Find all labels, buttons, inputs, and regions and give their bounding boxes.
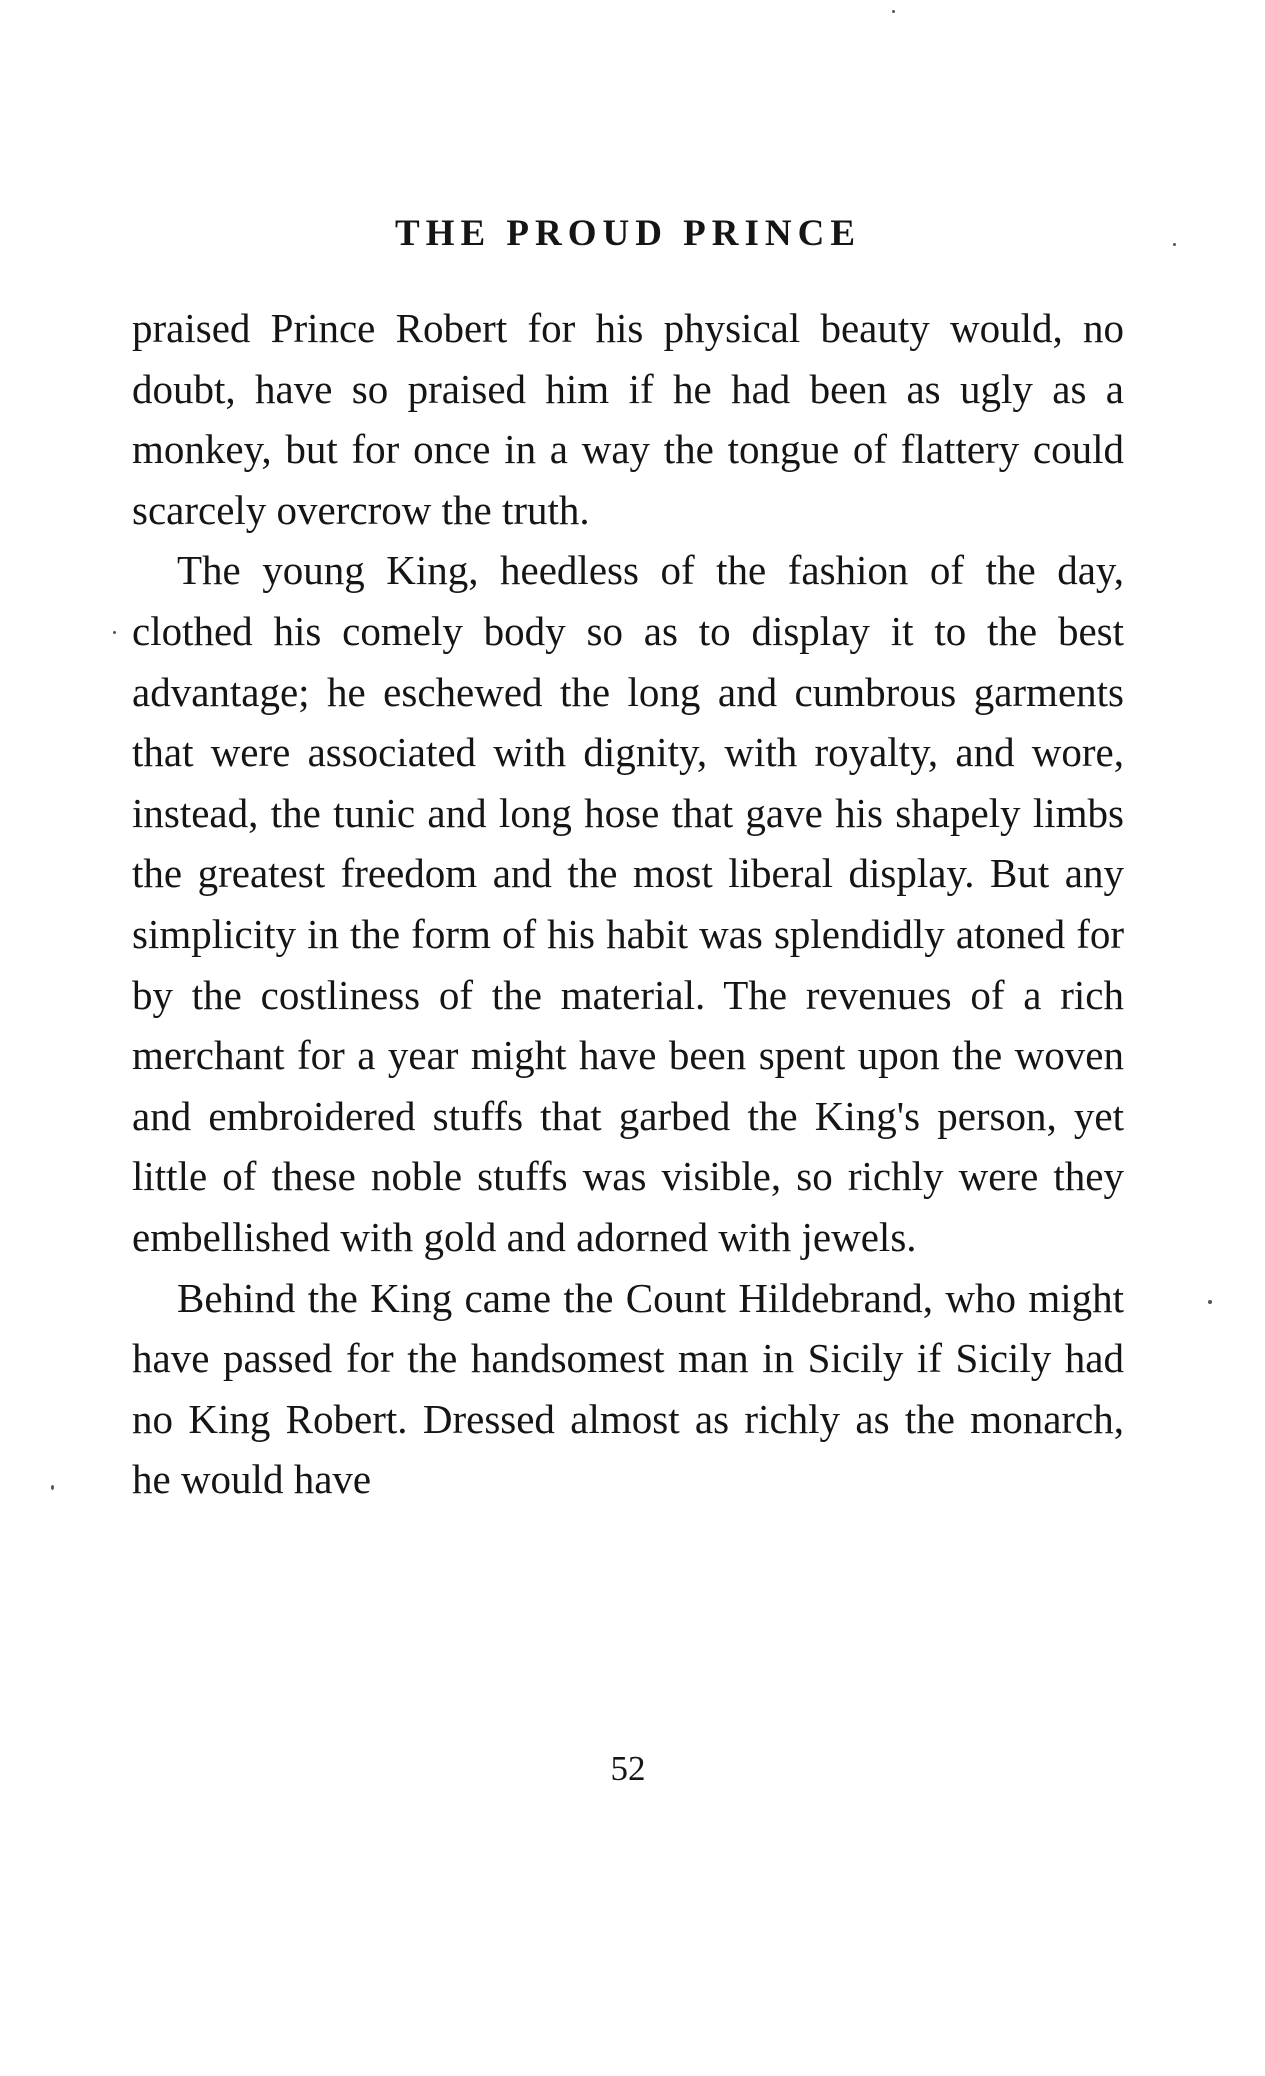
scan-speck [892, 10, 895, 13]
scan-speck [1208, 1300, 1212, 1304]
scan-speck [113, 631, 116, 634]
paragraph-2: The young King, heedless of the fashion of the day, clothed his comely body so as to display it to the best advantage; he eschewed the long and cumbrous garments that were associated with dignity, with royalty, and wore, instead, the tunic and long hose that gave his shapely limbs the greatest freedom and the most liberal display. But any simplicity in the form of his habit was splendidly atoned for by the costliness of the material. The revenues of a rich merchant for a year might have been spent upon the woven and embroidered stuffs that garbed the King's person, yet little of these noble stuffs was visible, so richly were they embellished with gold and adorned with jewels. [132, 547, 1124, 1260]
page-number: 52 [610, 1749, 646, 1788]
paragraph-1: praised Prince Robert for his physical beauty would, no doubt, have so praised him if he had been as ugly as a monkey, but for once in a way the tongue of flattery could scarcely overcrow the truth. [132, 305, 1124, 533]
body-text [132, 298, 1124, 1510]
scan-speck [1173, 243, 1176, 246]
running-head: THE PROUD PRINCE [394, 213, 862, 254]
scan-speck [51, 1485, 54, 1490]
paragraph-3: Behind the King came the Count Hildebrand, who might have passed for the handsomest man in Sicily if Sicily had no King Robert. Dressed almost as richly as the monarch, he would have [132, 1274, 1124, 1503]
